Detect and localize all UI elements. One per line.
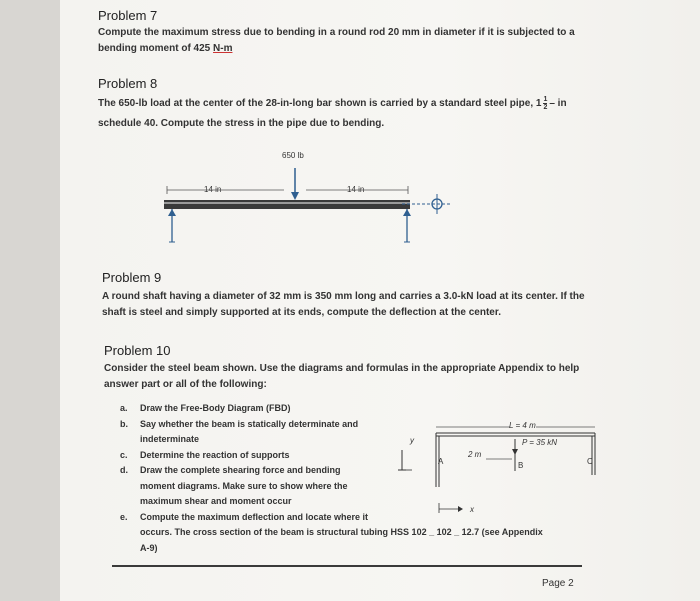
task-item-d-cont-2: maximum shear and moment occur <box>140 496 292 506</box>
point-a-label: A <box>438 457 444 466</box>
task-item-b-cont: indeterminate <box>140 434 200 444</box>
point-b-label: B <box>518 461 524 470</box>
problem-9-text-line-1: A round shaft having a diameter of 32 mm is 350 mm long and carries a 3.0-kN load at its center. If the <box>102 291 585 302</box>
problem-10-title: Problem 10 <box>104 343 171 358</box>
frame-beam-diagram <box>398 415 603 515</box>
mixed-fraction: $\frac{1}{2}$ <box>543 96 548 111</box>
unit-n-m: N-m <box>213 43 233 54</box>
task-item-c: c. Determine the reaction of supports <box>120 449 290 460</box>
task-item-b: b. Say whether the beam is statically determinate and <box>120 418 359 429</box>
pipe-bar-diagram <box>150 160 470 260</box>
task-item-e-cont-1: occurs. The cross section of the beam is structural tubing HSS 102 _ 102 _ 12.7 (see Appendix <box>140 527 543 537</box>
left-span-label: 14 in <box>204 185 222 194</box>
load-label-p: P = 35 kN <box>522 438 558 447</box>
height-label-2m: 2 m <box>468 450 482 459</box>
span-label-l: L = 4 m <box>509 421 536 430</box>
task-item-e: e. Compute the maximum deflection and locate where it <box>120 511 369 522</box>
problem-7-title: Problem 7 <box>98 8 158 23</box>
load-label-650-lb: 650 lb <box>282 151 304 160</box>
footer-rule <box>112 565 582 567</box>
task-item-d: d. Draw the complete shearing force and bending <box>120 465 341 475</box>
problem-7-text-line-2: bending moment of 425 N-m <box>98 43 233 54</box>
point-c-label: C <box>587 457 593 466</box>
task-item-d-cont-1: moment diagrams. Make sure to show where the <box>140 480 348 491</box>
pipe-bar <box>164 200 410 209</box>
problem-7-text-line-1: Compute the maximum stress due to bending in a round rod 20 mm in diameter if it is subjected to a <box>98 27 575 38</box>
page-number: Page 2 <box>542 578 574 589</box>
y-axis-label: y <box>410 436 414 445</box>
x-axis-label: x <box>470 505 474 514</box>
task-item-a: a. Draw the Free-Body Diagram (FBD) <box>120 403 291 413</box>
problem-8-text-line-1: The 650-lb load at the center of the 28-in-long bar shown is carried by a standard steel pipe, 1 $\frac{1}{2}$ – in <box>98 96 567 111</box>
right-span-label: 14 in <box>347 185 365 194</box>
problem-10-text-line-2: answer part or all of the following: <box>104 379 267 390</box>
problem-9-text-line-2: shaft is steel and simply supported at its ends, compute the deflection at the center. <box>102 307 501 318</box>
problem-10-text-line-1: Consider the steel beam shown. Use the diagrams and formulas in the appropriate Appendix to help <box>104 363 580 374</box>
problem-8-title: Problem 8 <box>98 76 158 91</box>
problem-9-title: Problem 9 <box>102 270 162 285</box>
problem-8-text-line-2: schedule 40. Compute the stress in the pipe due to bending. <box>98 118 385 129</box>
load-arrow-head-icon <box>291 192 299 200</box>
task-item-e-cont-2: A-9) <box>140 542 158 553</box>
